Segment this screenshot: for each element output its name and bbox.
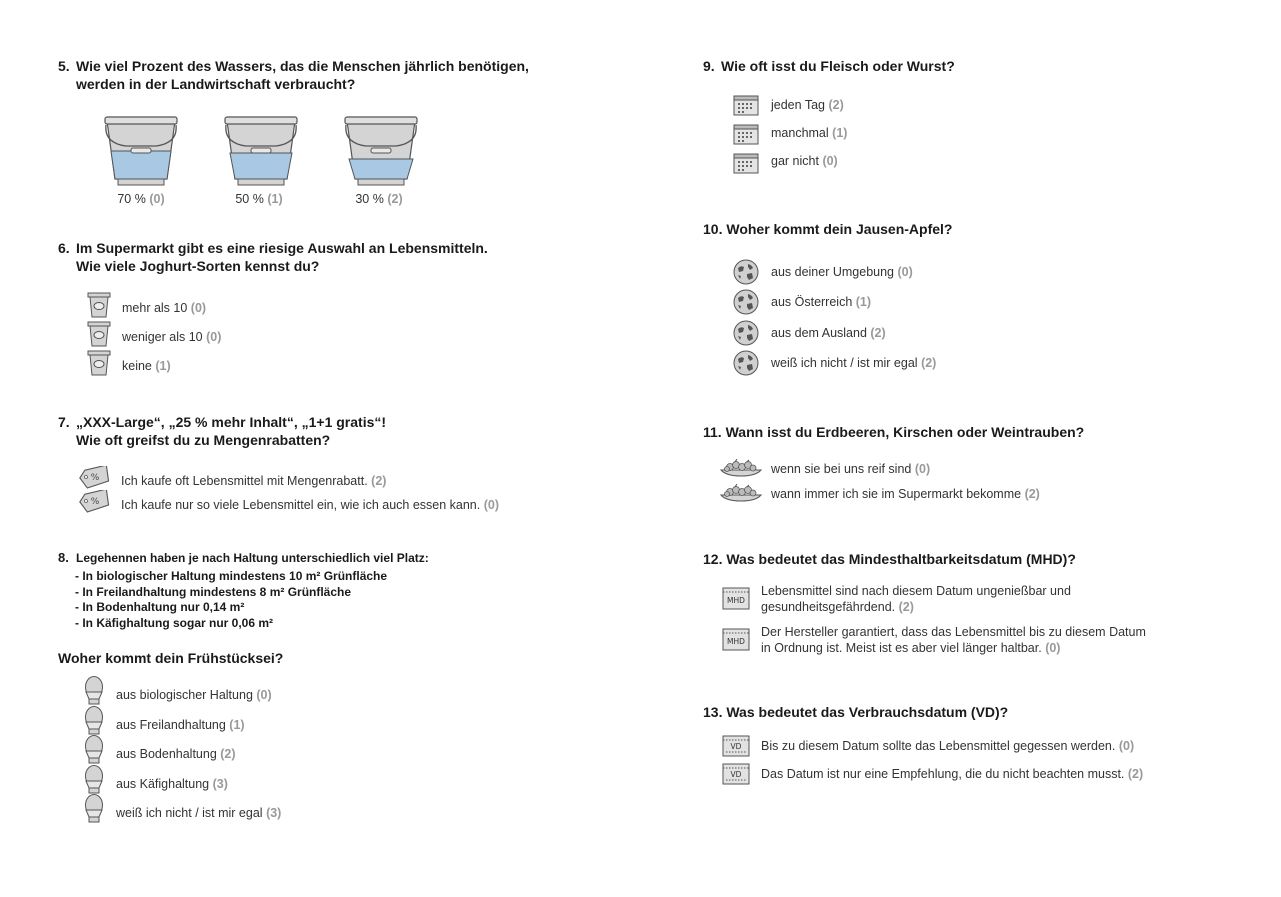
option-label: aus Käfighaltung [116, 777, 210, 791]
option-70-percent [101, 192, 181, 206]
option-points: (2) [870, 326, 886, 340]
question-text-cont: Wie viele Joghurt-Sorten kennst du? [76, 258, 320, 274]
option-row [122, 301, 206, 316]
option-label: wann immer ich sie im Supermarkt bekomme [771, 487, 1022, 501]
question-7 [58, 413, 386, 449]
yogurt-cup-icon[interactable] [87, 321, 111, 347]
option-row [771, 154, 838, 169]
option-label: weiß ich nicht / ist mir egal [771, 356, 918, 370]
option-label: weiß ich nicht / ist mir egal [116, 806, 263, 820]
vd-label-icon[interactable] [722, 763, 750, 785]
discount-tag-icon[interactable] [78, 466, 110, 490]
mhd-icon-text: MHD [727, 596, 745, 605]
egg-cup-icon[interactable] [84, 706, 104, 736]
globe-icon[interactable] [733, 289, 759, 315]
option-label: 70 % [117, 192, 146, 206]
yogurt-cup-icon[interactable] [87, 292, 111, 318]
option-row [121, 498, 499, 513]
question-8-text: Woher kommt dein Frühstücksei? [58, 650, 284, 666]
option-row [771, 356, 936, 371]
option-points: (3) [212, 777, 228, 791]
question-number: 12. [703, 551, 723, 567]
option-label: keine [122, 359, 152, 373]
bullet-item: - In biologischer Haltung mindestens 10 m² Grünfläche [75, 569, 388, 583]
intro-text: Legehennen haben je nach Haltung unterschiedlich viel Platz: [76, 551, 429, 565]
option-points: (2) [220, 747, 236, 761]
option-label: aus dem Ausland [771, 326, 867, 340]
question-text: Was bedeutet das Verbrauchsdatum (VD)? [726, 704, 1009, 720]
option-label-cont: gesundheitsgefährdend. [761, 600, 896, 614]
option-30-percent [339, 192, 419, 206]
option-row [771, 98, 844, 113]
option-points: (2) [921, 356, 937, 370]
mhd-label-icon[interactable] [722, 587, 750, 610]
question-number: 13. [703, 704, 723, 720]
bullet-list [75, 569, 387, 631]
option-points: (2) [387, 192, 403, 206]
option-points: (0) [1045, 641, 1061, 655]
question-text: Was bedeutet das Mindesthaltbarkeitsdatum (MHD)? [726, 551, 1076, 567]
option-label: wenn sie bei uns reif sind [771, 462, 912, 476]
question-11 [703, 423, 1084, 441]
option-label: aus Österreich [771, 295, 853, 309]
bucket-icon[interactable] [224, 113, 298, 189]
option-row [771, 265, 913, 280]
discount-tag-icon[interactable] [78, 490, 110, 514]
option-points: (1) [855, 295, 872, 309]
option-points: (1) [832, 126, 848, 140]
fruit-bowl-icon[interactable] [720, 484, 762, 502]
option-label: Ich kaufe oft Lebensmittel mit Mengenrabatt. [121, 474, 368, 488]
option-row [122, 330, 221, 345]
option-label: mehr als 10 [122, 301, 188, 315]
option-row [121, 474, 386, 489]
globe-icon[interactable] [733, 259, 759, 285]
globe-icon[interactable] [733, 350, 759, 376]
option-points: (0) [149, 192, 165, 206]
mhd-icon-text: MHD [727, 637, 745, 646]
option-label: aus Freilandhaltung [116, 718, 226, 732]
option-points: (0) [190, 301, 207, 315]
question-text-cont: werden in der Landwirtschaft verbraucht? [76, 76, 356, 92]
option-row [771, 126, 847, 141]
option-points: (0) [206, 330, 222, 344]
egg-cup-icon[interactable] [84, 794, 104, 824]
option-label: manchmal [771, 126, 829, 140]
option-points: (2) [1024, 487, 1040, 501]
option-points: (1) [155, 359, 171, 373]
option-label: Das Datum ist nur eine Empfehlung, die du nicht beachten musst. [761, 767, 1125, 781]
question-number: 11. [703, 424, 722, 440]
option-points: (0) [256, 688, 272, 702]
option-points: (0) [897, 265, 913, 279]
option-points: (1) [229, 718, 245, 732]
option-points: (2) [371, 474, 387, 488]
question-5 [58, 57, 529, 93]
question-text: Wie viel Prozent des Wassers, das die Menschen jährlich benötigen, [76, 58, 529, 74]
option-row [122, 359, 171, 374]
egg-cup-icon[interactable] [84, 765, 104, 795]
option-row [116, 718, 245, 733]
option-row [761, 583, 1071, 615]
option-label: Lebensmittel sind nach diesem Datum ungenießbar und [761, 584, 1071, 598]
question-number: 5. [58, 58, 70, 74]
option-row [116, 747, 236, 762]
question-text-cont: Wie oft greifst du zu Mengenrabatten? [76, 432, 331, 448]
option-label: aus Bodenhaltung [116, 747, 217, 761]
question-13 [703, 703, 1008, 721]
option-label: 30 % [355, 192, 384, 206]
option-label: weniger als 10 [122, 330, 203, 344]
question-number: 6. [58, 240, 70, 256]
question-number: 9. [703, 58, 715, 74]
vd-icon-text: VD [730, 742, 742, 751]
option-row [771, 487, 1040, 502]
svg-text:%: % [90, 473, 100, 483]
option-points: (2) [828, 98, 844, 112]
option-row [116, 806, 281, 821]
vd-label-icon[interactable] [722, 735, 750, 757]
option-label: Der Hersteller garantiert, dass das Lebensmittel bis zu diesem Datum [761, 625, 1146, 639]
option-row [761, 739, 1134, 754]
globe-icon[interactable] [733, 320, 759, 346]
option-row [116, 688, 272, 703]
option-label: jeden Tag [771, 98, 825, 112]
yogurt-cup-icon[interactable] [87, 350, 111, 376]
question-8-intro [58, 550, 429, 567]
bullet-item: - In Bodenhaltung nur 0,14 m² [75, 600, 245, 614]
option-label: gar nicht [771, 154, 819, 168]
calendar-icon[interactable] [733, 152, 759, 174]
option-row [771, 462, 930, 477]
fruit-bowl-icon[interactable] [720, 459, 762, 477]
bucket-icon[interactable] [344, 113, 418, 189]
bullet-item: - In Freilandhaltung mindestens 8 m² Grünfläche [75, 584, 352, 599]
option-row [771, 295, 871, 310]
egg-cup-icon[interactable] [84, 735, 104, 765]
question-number: 10. [703, 221, 723, 237]
option-points: (0) [914, 462, 931, 476]
question-text: Im Supermarkt gibt es eine riesige Auswahl an Lebensmitteln. [76, 240, 488, 256]
mhd-label-icon[interactable] [722, 628, 750, 651]
question-text: Woher kommt dein Jausen-Apfel? [726, 221, 953, 237]
option-row [761, 767, 1143, 782]
option-label-cont: in Ordnung ist. Meist ist es aber viel länger haltbar. [761, 641, 1042, 655]
option-points: (2) [898, 600, 914, 614]
calendar-icon[interactable] [733, 94, 759, 116]
bucket-icon[interactable] [104, 113, 178, 189]
option-label: 50 % [235, 192, 264, 206]
question-10 [703, 220, 952, 238]
option-points: (0) [1118, 739, 1135, 753]
option-label: aus biologischer Haltung [116, 688, 253, 702]
option-row [116, 777, 228, 792]
svg-text:%: % [90, 497, 100, 507]
question-number: 8. [58, 550, 69, 565]
option-points: (0) [483, 498, 500, 512]
question-text: „XXX-Large“, „25 % mehr Inhalt“, „1+1 gratis“! [76, 414, 387, 430]
option-points: (0) [822, 154, 838, 168]
question-12 [703, 550, 1076, 568]
question-9 [703, 57, 955, 75]
bullet-item: - In Käfighaltung sogar nur 0,06 m² [75, 615, 274, 630]
question-number: 7. [58, 414, 70, 430]
option-row [771, 326, 886, 341]
option-points: (2) [1127, 767, 1144, 781]
calendar-icon[interactable] [733, 123, 759, 145]
question-text: Wann isst du Erdbeeren, Kirschen oder Weintrauben? [725, 424, 1085, 440]
option-label: Ich kaufe nur so viele Lebensmittel ein, wie ich auch essen kann. [121, 498, 481, 512]
question-text: Wie oft isst du Fleisch oder Wurst? [721, 58, 955, 74]
option-label: aus deiner Umgebung [771, 265, 894, 279]
option-points: (1) [267, 192, 283, 206]
option-points: (3) [266, 806, 282, 820]
option-50-percent [219, 192, 299, 206]
question-6 [58, 239, 488, 275]
egg-cup-icon[interactable] [84, 676, 104, 706]
vd-icon-text: VD [730, 770, 742, 779]
option-row [761, 624, 1146, 656]
option-label: Bis zu diesem Datum sollte das Lebensmittel gegessen werden. [761, 739, 1116, 753]
